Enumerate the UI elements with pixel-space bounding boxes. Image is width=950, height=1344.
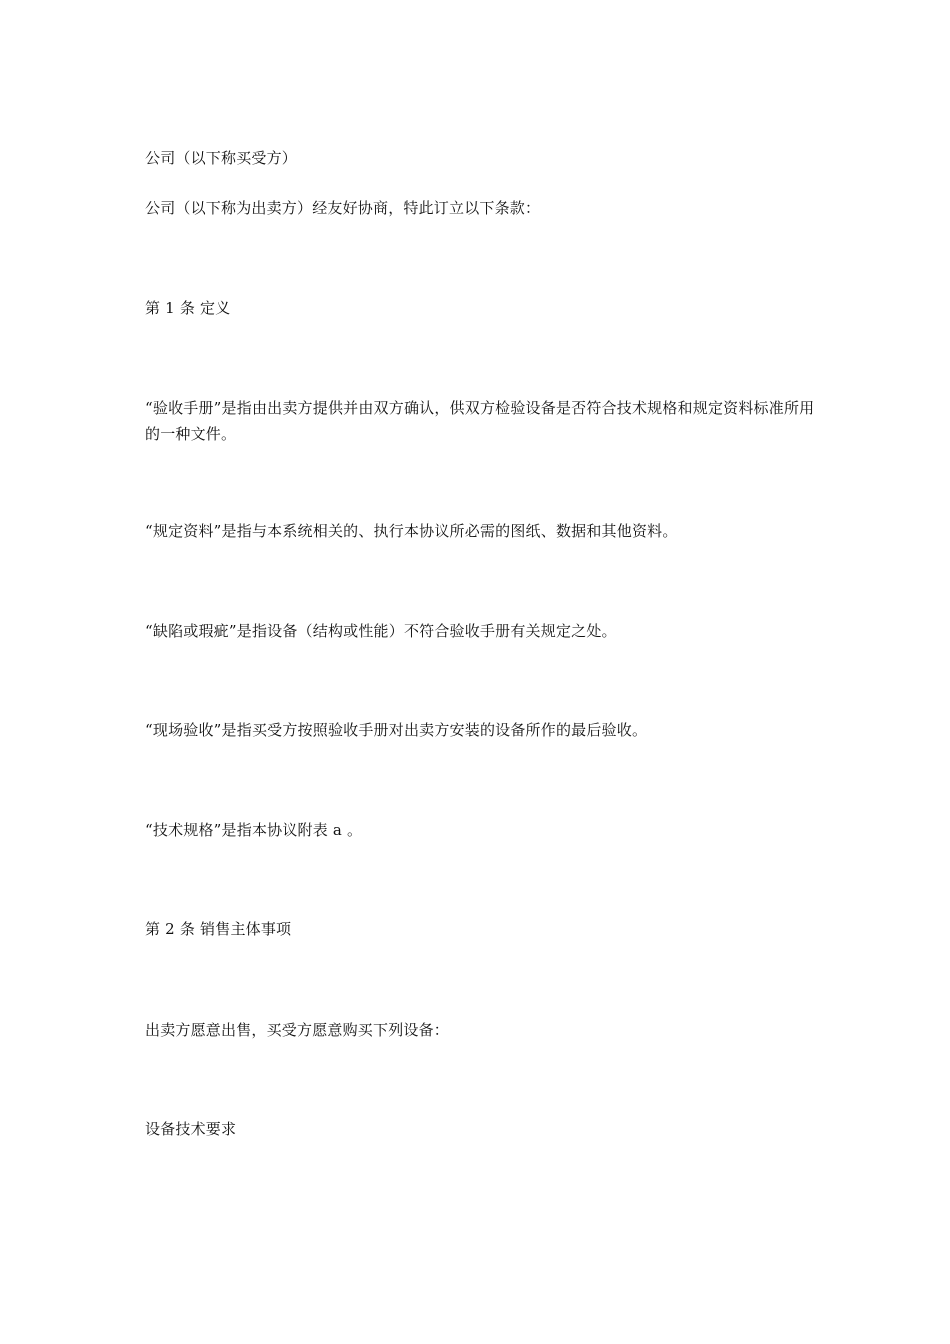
sale-statement: 出卖方愿意出售，买受方愿意购买下列设备：: [145, 1021, 450, 1039]
definition-specified-materials: “规定资料”是指与本系统相关的、执行本协议所必需的图纸、数据和其他资料。: [145, 522, 678, 540]
definition-defects: “缺陷或瑕疵”是指设备（结构或性能）不符合验收手册有关规定之处。: [145, 622, 617, 640]
definition-site-acceptance: “现场验收”是指买受方按照验收手册对出卖方安装的设备所作的最后验收。: [145, 721, 648, 739]
definition-technical-specs: “技术规格”是指本协议附表 a 。: [145, 821, 363, 839]
intro-buyer-line: 公司（以下称买受方）: [145, 149, 298, 167]
equipment-requirements-heading: 设备技术要求: [145, 1120, 237, 1138]
article-2-heading: 第 2 条 销售主体事项: [145, 920, 292, 938]
intro-seller-line: 公司（以下称为出卖方）经友好协商，特此订立以下条款：: [145, 199, 541, 217]
definition-acceptance-manual: “验收手册”是指由出卖方提供并由双方确认，供双方检验设备是否符合技术规格和规定资料标准所用的一种文件。: [145, 399, 815, 443]
article-1-heading: 第 1 条 定义: [145, 299, 231, 317]
